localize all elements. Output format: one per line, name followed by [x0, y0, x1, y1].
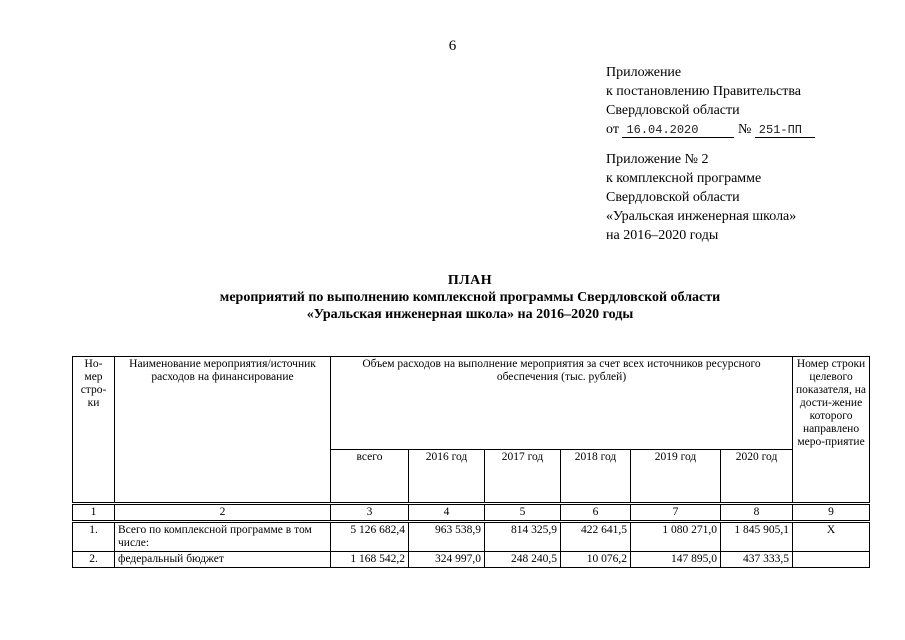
table-header-row — [73, 357, 870, 450]
header-total: всего — [331, 449, 409, 503]
column-number: 2 — [115, 504, 331, 522]
header-row-number: Но-мер стро-ки — [73, 357, 115, 504]
plan-title — [0, 272, 905, 323]
number-prefix: № — [737, 122, 752, 137]
plan-title-line: мероприятий по выполнению комплексной программы Свердловской области — [219, 290, 721, 305]
cell-total: 1 168 542,2 — [331, 552, 409, 568]
header-2016: 2016 год — [409, 449, 485, 503]
cell-2016: 963 538,9 — [409, 522, 485, 552]
header-2017: 2017 год — [485, 449, 561, 503]
cell-target: Х — [793, 522, 870, 552]
plan-title-line: ПЛАН — [447, 273, 493, 288]
appendix-2-line: на 2016–2020 годы — [606, 228, 719, 243]
cell-2017: 814 325,9 — [485, 522, 561, 552]
cell-2018: 422 641,5 — [561, 522, 631, 552]
column-number-row — [73, 504, 870, 522]
column-number: 4 — [409, 504, 485, 522]
plan-title-line: «Уральская инженерная школа» на 2016–2020 годы — [306, 307, 634, 322]
header-expenses: Объем расходов на выполнение мероприятия за счет всех источников ресурсного обеспечения (тыс. рублей) — [331, 357, 793, 450]
appendix-line: Приложение — [606, 65, 682, 80]
column-number: 8 — [721, 504, 793, 522]
table-row — [73, 552, 870, 568]
date-prefix: от — [606, 122, 619, 137]
cell-2018: 10 076,2 — [561, 552, 631, 568]
cell-2017: 248 240,5 — [485, 552, 561, 568]
decree-dateline — [606, 120, 815, 139]
cell-2019: 1 080 271,0 — [631, 522, 721, 552]
decree-date: 16.04.2020 — [622, 123, 734, 138]
row-number: 2. — [73, 552, 115, 568]
page-number: 6 — [448, 38, 457, 54]
appendix-2-line: Приложение № 2 — [606, 152, 709, 167]
decree-number: 251-ПП — [755, 123, 815, 138]
header-2020: 2020 год — [721, 449, 793, 503]
cell-2020: 437 333,5 — [721, 552, 793, 568]
cell-2016: 324 997,0 — [409, 552, 485, 568]
cell-2019: 147 895,0 — [631, 552, 721, 568]
appendix-2-header — [606, 150, 796, 245]
row-number: 1. — [73, 522, 115, 552]
plan-table — [72, 356, 870, 568]
row-name: Всего по комплексной программе в том числе: — [115, 522, 331, 552]
header-2018: 2018 год — [561, 449, 631, 503]
header-2019: 2019 год — [631, 449, 721, 503]
table-row — [73, 522, 870, 552]
column-number: 9 — [793, 504, 870, 522]
appendix-2-line: к комплексной программе — [606, 171, 762, 186]
column-number: 5 — [485, 504, 561, 522]
row-name: федеральный бюджет — [115, 552, 331, 568]
header-name: Наименование мероприятия/источник расходов на финансирование — [115, 357, 331, 504]
column-number: 1 — [73, 504, 115, 522]
appendix-line: Свердловской области — [606, 103, 740, 118]
appendix-line: к постановлению Правительства — [606, 84, 802, 99]
column-number: 6 — [561, 504, 631, 522]
header-target: Номер строки целевого показателя, на дости-жение которого направлено меро-приятие — [793, 357, 870, 504]
appendix-2-line: Свердловской области — [606, 190, 740, 205]
column-number: 7 — [631, 504, 721, 522]
cell-total: 5 126 682,4 — [331, 522, 409, 552]
column-number: 3 — [331, 504, 409, 522]
appendix-header — [606, 63, 815, 139]
cell-target — [793, 552, 870, 568]
cell-2020: 1 845 905,1 — [721, 522, 793, 552]
appendix-2-line: «Уральская инженерная школа» — [606, 209, 797, 224]
